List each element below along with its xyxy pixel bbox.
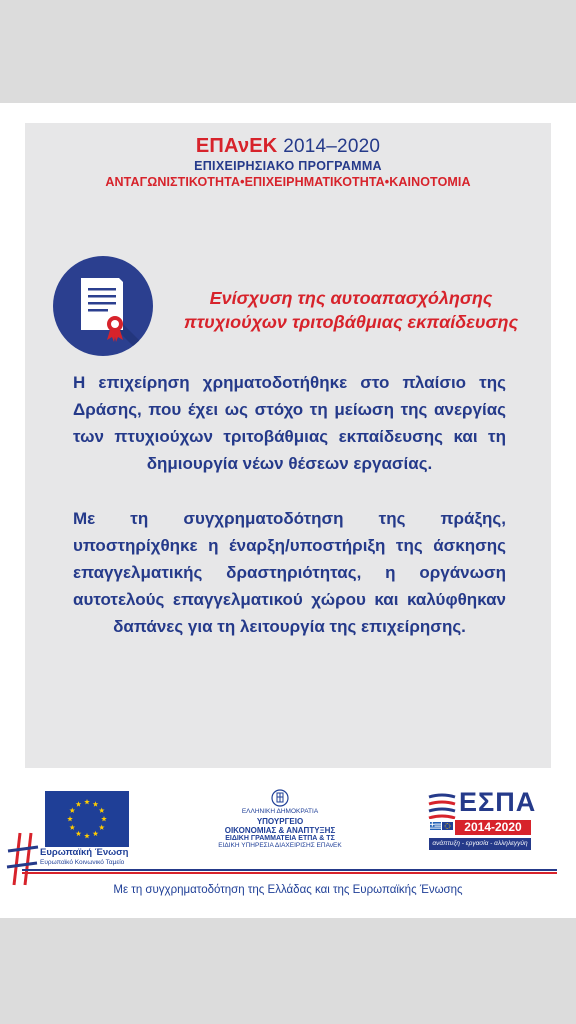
certificate-document-icon <box>53 256 153 356</box>
hashtag-icon <box>6 827 40 889</box>
section-title-line-2: πτυχιούχων τριτοβάθμιας εκπαίδευσης <box>183 312 519 332</box>
section-title <box>171 286 531 334</box>
program-name: ΕΠΑνΕΚ <box>195 135 278 157</box>
eu-star-icon <box>93 801 99 806</box>
paragraph-2: Με τη συγχρηματοδότηση της πράξης, υποστηρίχθηκε η έναρξη/υποστήριξη της άσκησης επαγγελματικής δραστηριότητας, η οργάνωση αυτοτελούς επαγγελματικού χώρου και καλύφθηκαν δαπάνες για τη λειτουργία της επιχείρησης. <box>73 509 506 636</box>
government-logo <box>170 789 390 849</box>
gov-line-1: ΕΛΛΗΝΙΚΗ ΔΗΜΟΚΡΑΤΙΑ <box>241 808 319 815</box>
paragraph-1: Η επιχείρηση χρηματοδοτήθηκε στο πλαίσιο της Δράσης, που έχει ως στόχο τη μείωση της ανεργίας των πτυχιούχων τριτοβάθμιας εκπαίδευσης και τη δημιουργία νέων θέσεων εργασίας. <box>73 373 506 473</box>
footer-divider-red <box>22 872 557 874</box>
eu-star-icon <box>76 801 82 806</box>
espa-word: ΕΣΠΑ <box>459 787 537 817</box>
eu-star-icon <box>99 825 105 830</box>
eu-star-icon <box>84 833 90 838</box>
eu-star-icon <box>99 808 105 813</box>
eu-star-icon <box>76 831 82 836</box>
info-panel <box>25 123 551 768</box>
eu-flag-icon <box>45 791 129 847</box>
eu-star-icon <box>69 808 75 813</box>
section-title-line-1: Ενίσχυση της αυτοαπασχόλησης <box>209 288 493 308</box>
espa-years: 2014-2020 <box>455 820 531 835</box>
gov-line-3: ΟΙΚΟΝΟΜΙΑΣ & ΑΝΑΠΤΥΞΗΣ <box>224 826 336 835</box>
eu-star-icon <box>84 799 90 804</box>
footer-divider-blue <box>22 869 557 871</box>
eu-star-icon <box>67 816 73 821</box>
gov-line-5: ΕΙΔΙΚΗ ΥΠΗΡΕΣΙΑ ΔΙΑΧΕΙΡΙΣΗΣ ΕΠΑνΕΚ <box>218 842 342 849</box>
greek-flag-icon <box>430 822 441 830</box>
program-subtitle: ΕΠΙΧΕΙΡΗΣΙΑΚΟ ΠΡΟΓΡΑΜΜΑ <box>194 159 382 173</box>
eu-sublabel: Ευρωπαϊκό Κοινωνικό Ταμείο <box>40 859 125 866</box>
eu-mini-flag-icon <box>442 822 453 830</box>
greek-emblem-icon <box>271 789 289 807</box>
poster-sheet <box>0 103 576 918</box>
program-pillars: ΑΝΤΑΓΩΝΙΣΤΙΚΟΤΗΤΑ•ΕΠΙΧΕΙΡΗΜΑΤΙΚΟΤΗΤΑ•ΚΑΙΝΟΤΟΜΙΑ <box>105 175 471 189</box>
eu-label: Ευρωπαϊκή Ένωση <box>40 847 129 858</box>
espa-tagline: ανάπτυξη - εργασία - αλληλεγγύη <box>429 838 531 850</box>
cofunding-statement: Με τη συγχρηματοδότηση της Ελλάδας και της Ευρωπαϊκής Ένωσης <box>113 884 463 896</box>
eu-star-icon <box>93 831 99 836</box>
eu-star-icon <box>101 816 107 821</box>
espa-logo <box>425 787 535 857</box>
gov-line-2: ΥΠΟΥΡΓΕΙΟ <box>256 817 304 826</box>
espa-flag-stripes-icon <box>427 793 457 819</box>
program-years: 2014–2020 <box>283 136 381 157</box>
program-title <box>25 135 551 158</box>
eu-star-icon <box>69 825 75 830</box>
eu-logo <box>6 789 136 889</box>
gov-line-4: ΕΙΔΙΚΗ ΓΡΑΜΜΑΤΕΙΑ ΕΤΠΑ & ΤΣ <box>225 835 335 842</box>
